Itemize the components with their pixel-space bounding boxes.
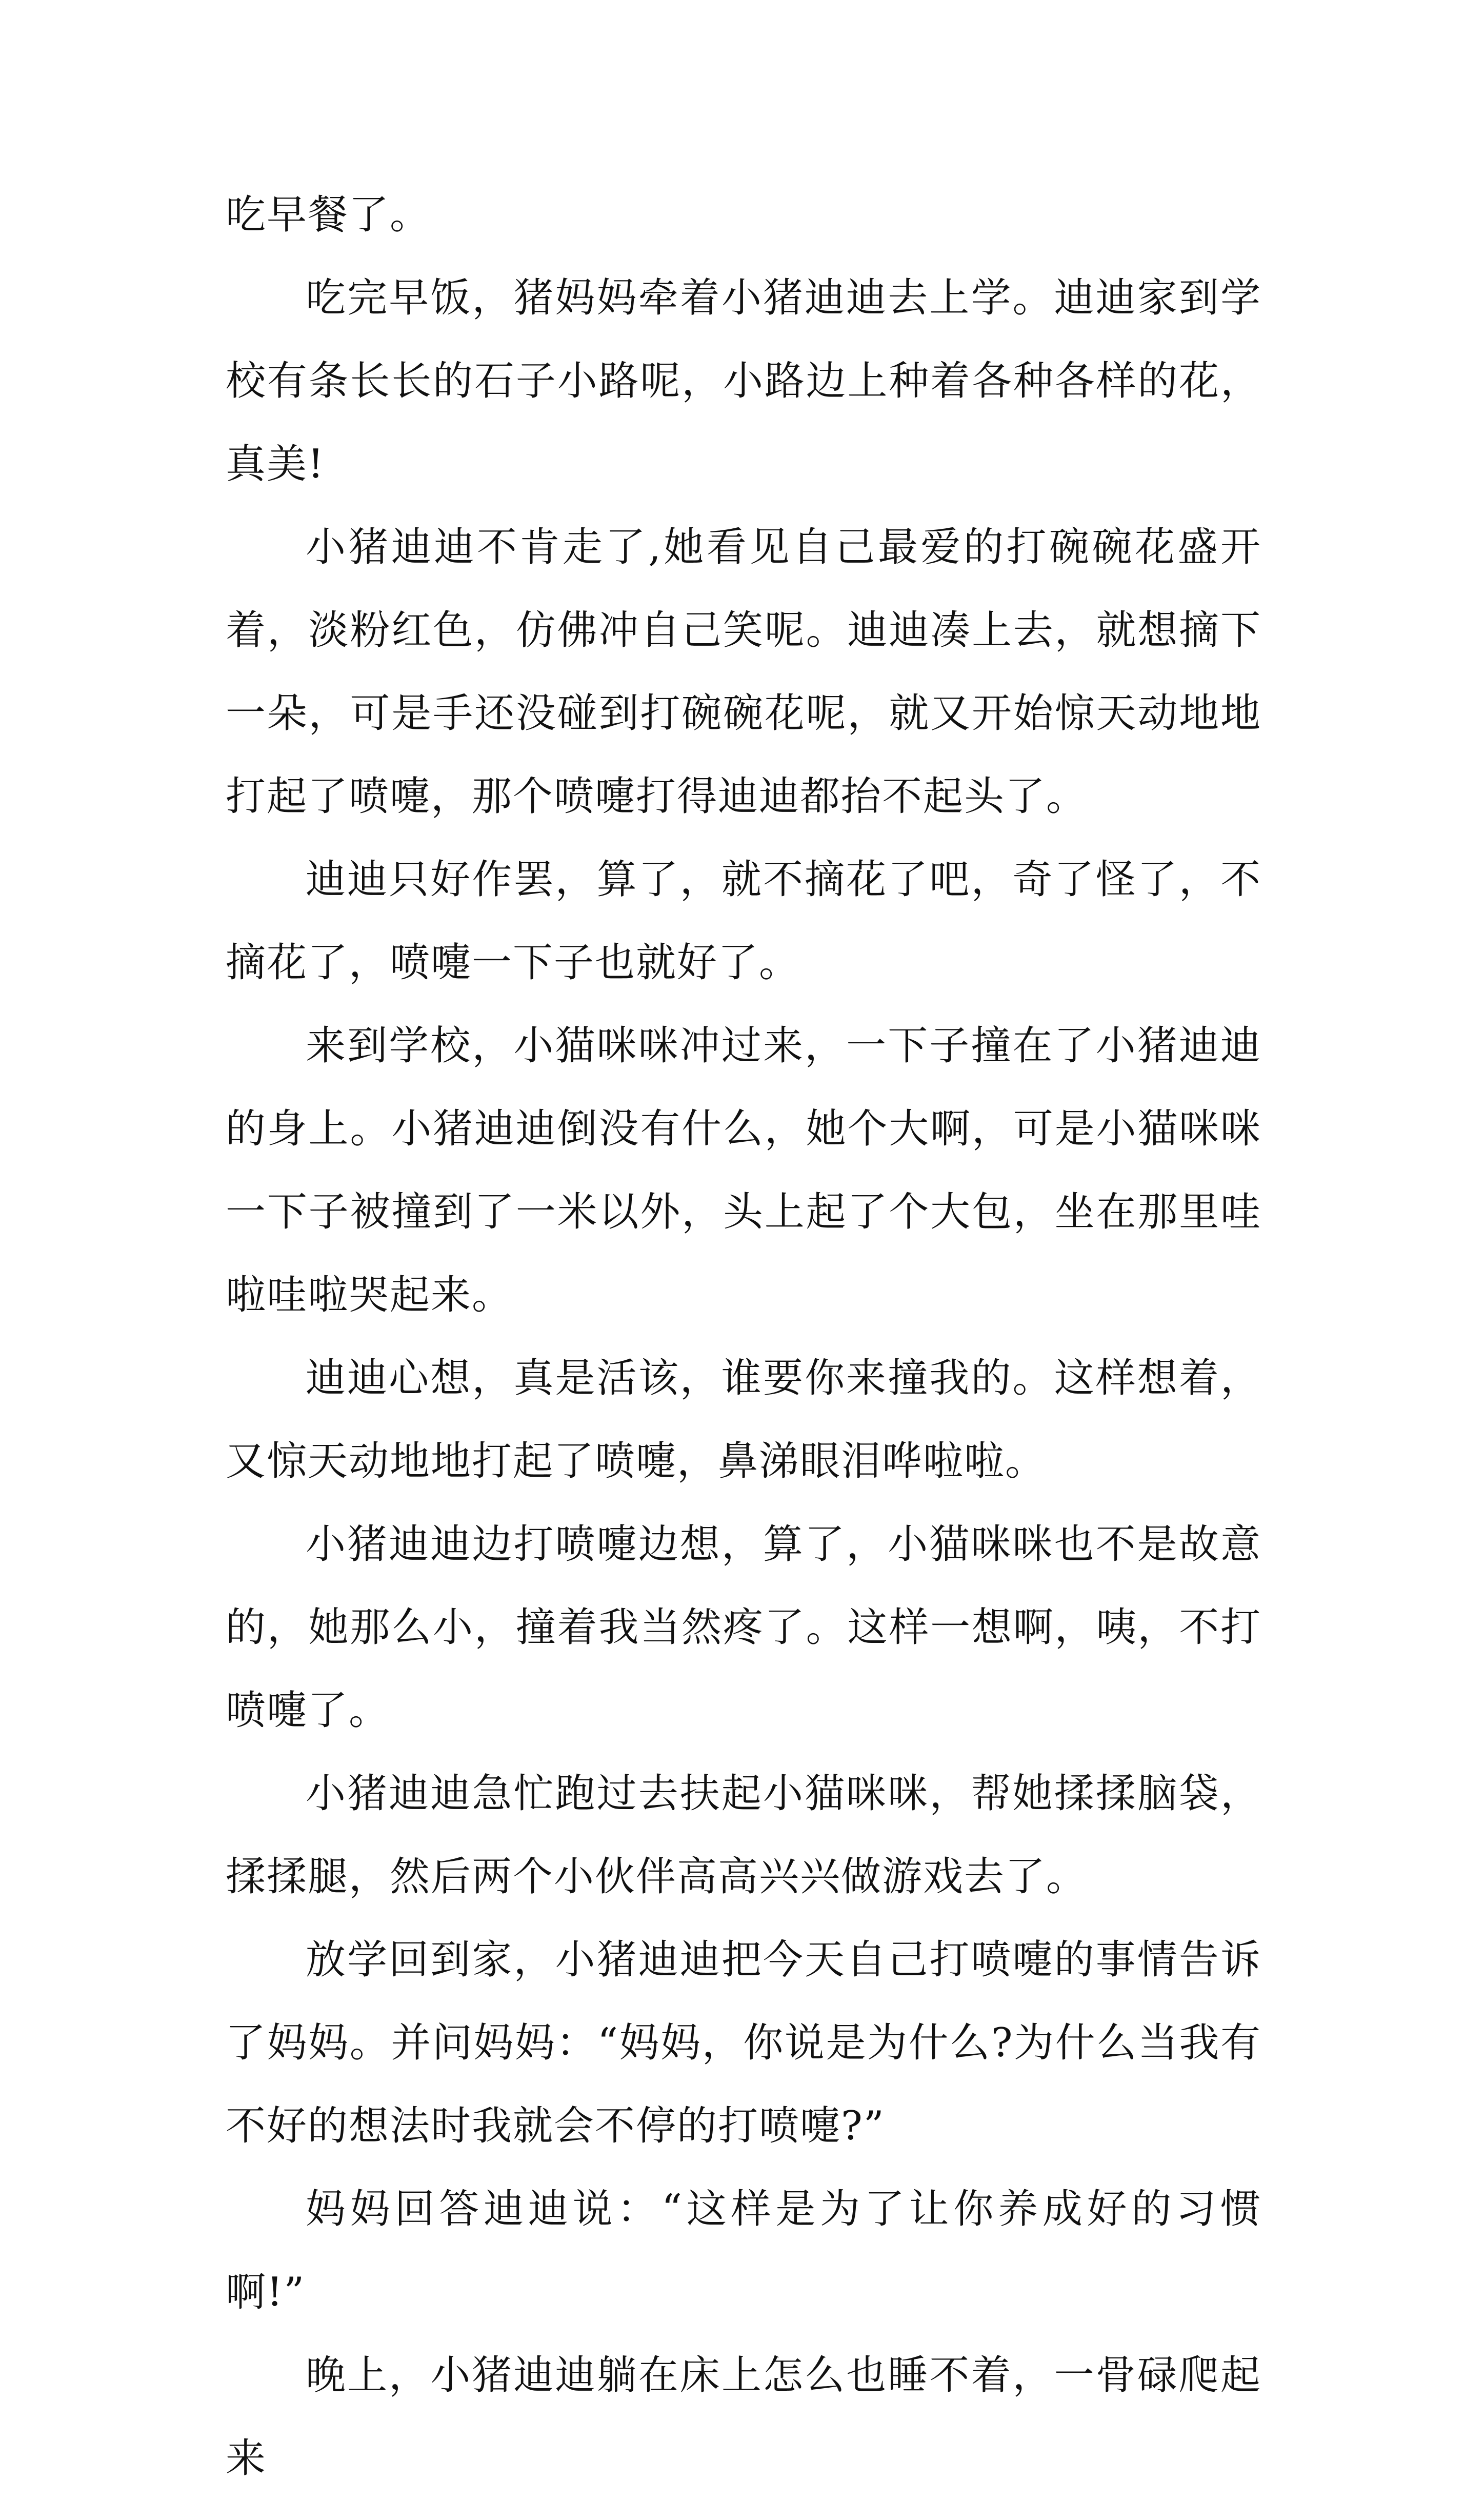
paragraph-3: 小猪迪迪不肯走了,她看见自己最爱的打碗碗花盛开着，淡粉红色，仿佛冲自己笑呢。迪迪凑上去，就想摘下一朵，可是手还没碰到打碗碗花呢，就又开始惊天动地地打起了喷嚏，那个喷嚏打得迪迪都抬不起头了。 [226,524,1261,820]
paragraph-6: 迪迪心想，真是活该，谁要你来撞我的。这样想着，又惊天动地地打起了喷嚏，鼻涕眼泪哗啦啦。 [226,1355,1261,1484]
paragraph-2: 吃完早饭，猪妈妈牵着小猪迪迪去上学。迪迪家到学校有条长长的石子小路呢，小路边上种着各种各样的花，真美! [226,275,1261,487]
paragraph-4: 迪迪只好作罢，算了，就不摘花了吧，奇了怪了，不摘花了，喷嚏一下子也就好了。 [226,857,1261,986]
paragraph-8: 小猪迪迪急忙跑过去扶起小猫咪咪，帮她揉揉脑袋，揉揉腿，然后两个小伙伴高高兴兴做游戏去了。 [226,1771,1261,1900]
paragraph-7: 小猪迪迪边打喷嚏边想，算了，小猫咪咪也不是故意的，她那么小，撞着我当然疼了。这样一想啊，咦，不打喷嚏了。 [226,1521,1261,1734]
paragraph-11: 晚上，小猪迪迪躺在床上怎么也睡不着，一骨碌爬起来 [226,2352,1261,2482]
document-body [226,0,1261,2500]
paragraph-5: 来到学校，小猫咪咪冲过来，一下子撞在了小猪迪迪的身上。小猪迪迪倒没有什么，她个大啊，可是小猫咪咪一下子被撞到了一米以外，头上起了个大包，坐在那里哇啦哇啦哭起来。 [226,1023,1261,1318]
paragraph-1: 吃早餐了。 [226,192,431,238]
paragraph-10: 妈妈回答迪迪说：“这样是为了让你养成好的习惯啊!” [226,2186,1261,2315]
paragraph-9: 放学回到家，小猪迪迪把今天自己打喷嚏的事情告诉了妈妈。并问妈妈：“妈妈，你说是为什么?为什么当我有不好的想法时我就会不停的打喷嚏?” [226,1937,1261,2149]
